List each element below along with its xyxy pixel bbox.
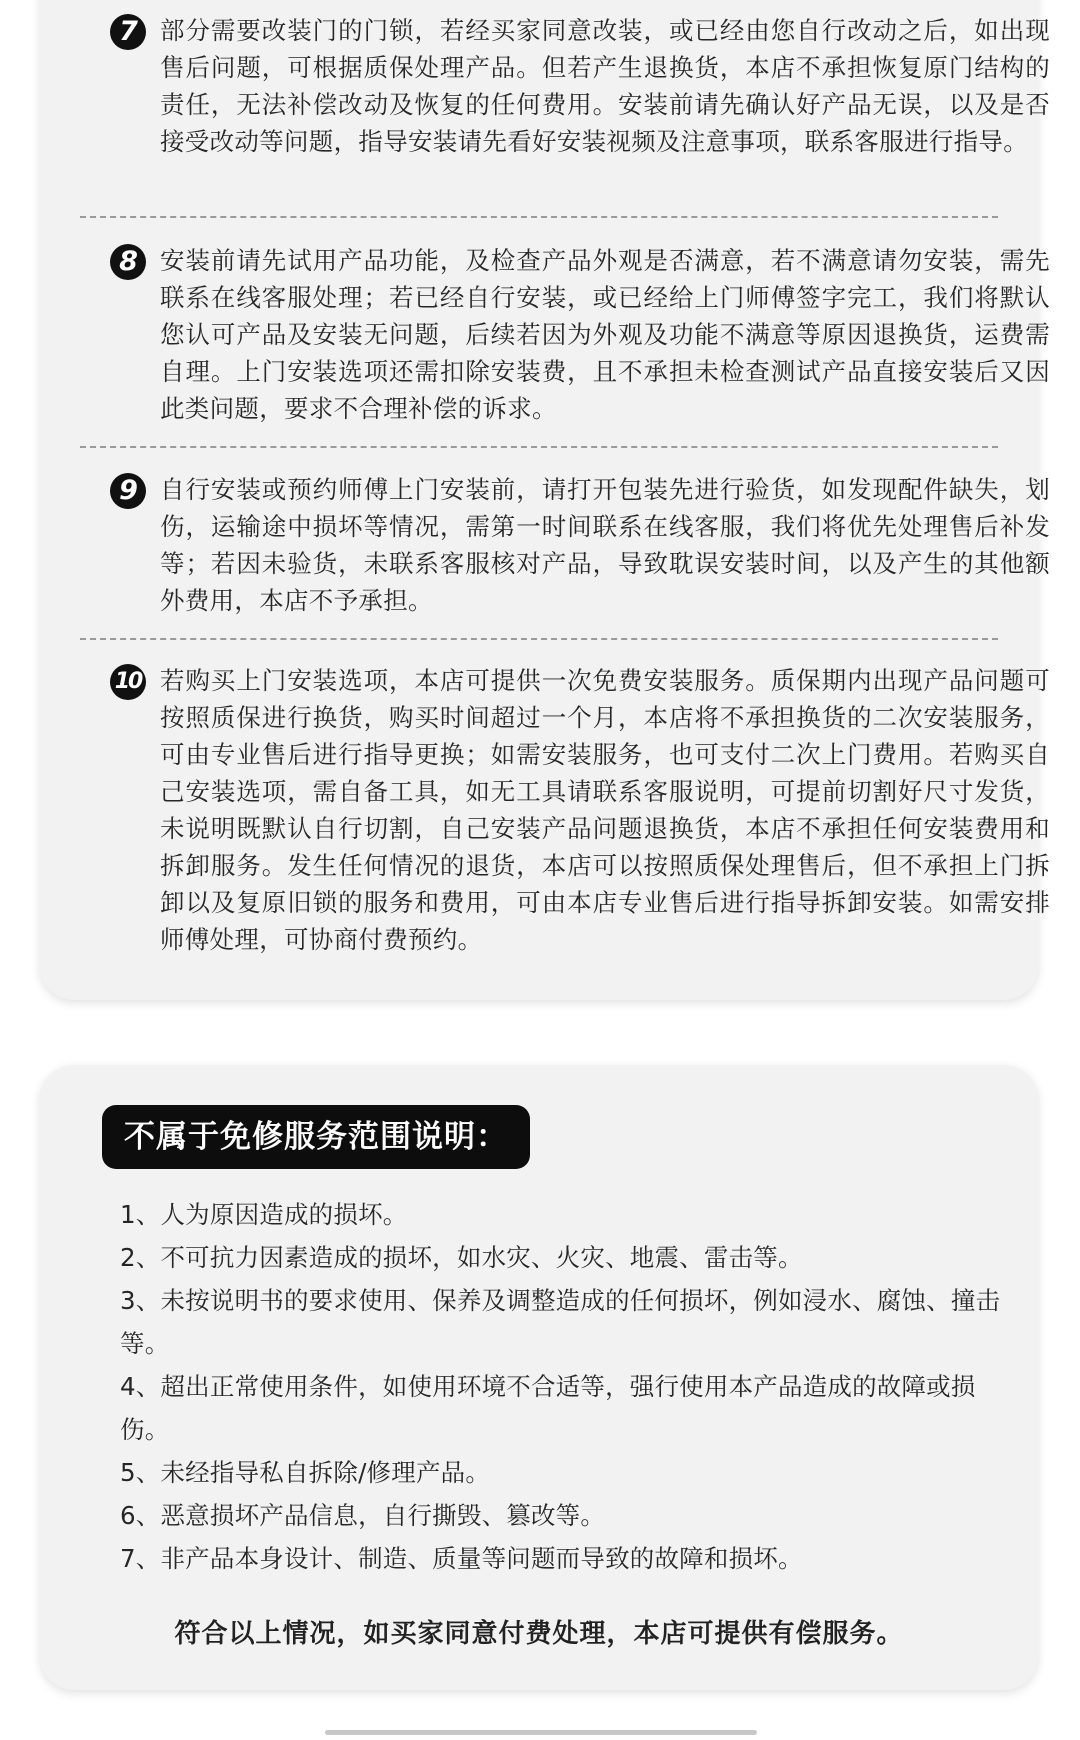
dashed-divider: [80, 446, 998, 448]
dashed-divider: [80, 638, 998, 640]
list-item: 5、未经指导私自拆除/修理产品。: [120, 1458, 491, 1487]
term-text: 若购买上门安装选项，本店可提供一次免费安装服务。质保期内出现产品问题可按照质保进行换货，购买时间超过一个月，本店将不承担换货的二次安装服务，可由专业售后进行指导更换；如需安装服务，也可支付二次上门费用。若购买自己安装选项，需自备工具，如无工具请联系客服说明，可提前切割好尺寸发货，未说明既默认自行切割，自己安装产品问题退换货，本店不承担任何安装费用和拆卸服务。发生任何情况的退货，本店可以按照质保处理售后，但不承担上门拆卸以及复原旧锁的服务和费用，可由本店专业售后进行指导拆卸安装。如需安排师傅处理，可协商付费预约。: [160, 666, 1050, 954]
term-item-10: [80, 662, 1050, 958]
scroll-indicator[interactable]: [325, 1730, 757, 1735]
list-item: 7、非产品本身设计、制造、质量等问题而导致的故障和损坏。: [120, 1544, 803, 1573]
list-item: 4、超出正常使用条件，如使用环境不合适等，强行使用本产品造成的故障或损伤。: [120, 1372, 976, 1444]
number-badge-icon: 8: [110, 244, 146, 280]
terms-card: [40, 0, 1050, 1000]
list-item: 1、人为原因造成的损坏。: [120, 1200, 408, 1229]
section-heading: 不属于免修服务范围说明：: [102, 1105, 530, 1169]
exclusion-list: [120, 1193, 1020, 1580]
term-text: 安装前请先试用产品功能，及检查产品外观是否满意，若不满意请勿安装，需先联系在线客服处理；若已经自行安装，或已经给上门师傅签字完工，我们将默认您认可产品及安装无问题，后续若因为外观及功能不满意等原因退换货，运费需自理。上门安装选项还需扣除安装费，且不承担未检查测试产品直接安装后又因此类问题，要求不合理补偿的诉求。: [160, 246, 1050, 423]
list-item: 2、不可抗力因素造成的损坏，如水灾、火灾、地震、雷击等。: [120, 1243, 803, 1272]
term-item-7: [80, 12, 1050, 160]
footer-note: 符合以上情况，如买家同意付费处理，本店可提供有偿服务。: [174, 1619, 904, 1649]
number-badge-icon: 10: [110, 664, 146, 700]
exclusions-card: [40, 1065, 1038, 1690]
term-item-8: [80, 242, 1050, 427]
dashed-divider: [80, 216, 998, 218]
number-badge-icon: 9: [110, 473, 146, 509]
term-text: 自行安装或预约师傅上门安装前，请打开包装先进行验货，如发现配件缺失，划伤，运输途中损坏等情况，需第一时间联系在线客服，我们将优先处理售后补发等；若因未验货，未联系客服核对产品，导致耽误安装时间，以及产生的其他额外费用，本店不予承担。: [160, 475, 1050, 615]
term-text: 部分需要改装门的门锁，若经买家同意改装，或已经由您自行改动之后，如出现售后问题，可根据质保处理产品。但若产生退换货，本店不承担恢复原门结构的责任，无法补偿改动及恢复的任何费用。安装前请先确认好产品无误，以及是否接受改动等问题，指导安装请先看好安装视频及注意事项，联系客服进行指导。: [160, 16, 1050, 156]
list-item: 3、未按说明书的要求使用、保养及调整造成的任何损坏，例如浸水、腐蚀、撞击等。: [120, 1286, 1001, 1358]
list-item: 6、恶意损坏产品信息，自行撕毁、篡改等。: [120, 1501, 606, 1530]
number-badge-icon: 7: [110, 14, 146, 50]
term-item-9: [80, 471, 1050, 619]
